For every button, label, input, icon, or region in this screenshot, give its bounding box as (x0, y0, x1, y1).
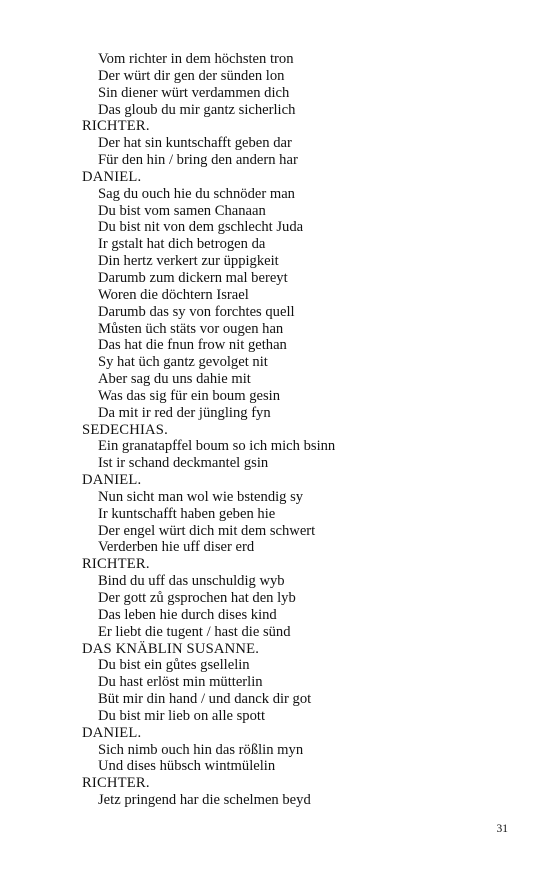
speaker-name: DANIEL. (82, 724, 142, 741)
page-number: 31 (496, 823, 508, 835)
speaker-name: RICHTER. (82, 118, 150, 135)
verse-line: Du bist nit von dem gschlecht Juda (98, 219, 304, 236)
verse-line: Ir gstalt hat dich betrogen da (98, 236, 266, 253)
verse-line: Das leben hie durch dises kind (98, 606, 277, 623)
speaker-name: DANIEL. (82, 472, 142, 489)
verse-line: Můsten üch stäts vor ougen han (98, 320, 284, 337)
verse-line: Aber sag du uns dahie mit (98, 371, 251, 388)
verse-line: Ist ir schand deckmantel gsin (98, 455, 269, 472)
play-text (82, 51, 522, 809)
verse-line: Du bist vom samen Chanaan (98, 202, 266, 219)
verse-line: Der hat sin kuntschafft geben dar (98, 135, 292, 152)
speaker-name: RICHTER. (82, 775, 150, 792)
verse-line: Ein granatapffel boum so ich mich bsinn (98, 438, 336, 455)
verse-line: Der gott zů gsprochen hat den lyb (98, 590, 296, 606)
verse-line: Und dises hübsch wintmülelin (98, 758, 276, 775)
verse-line: Sag du ouch hie du schnöder man (98, 185, 295, 202)
verse-line: Du bist mir lieb on alle spott (98, 707, 266, 724)
verse-line: Woren die döchtern Israel (98, 286, 249, 303)
verse-line: Ir kuntschafft haben geben hie (98, 505, 276, 522)
verse-line: Din hertz verkert zur üppigkeit (98, 253, 279, 270)
verse-line: Darumb zum dickern mal bereyt (98, 269, 288, 286)
verse-line: Du hast erlöst min mütterlin (98, 674, 263, 691)
speaker-name: DANIEL. (82, 168, 142, 185)
speaker-name: DAS KNÄBLIN SUSANNE. (82, 640, 260, 657)
verse-line: Darumb das sy von forchtes quell (98, 303, 295, 320)
verse-line: Büt mir din hand / und danck dir got (98, 691, 312, 708)
verse-line: Jetz pringend har die schelmen beyd (98, 792, 311, 809)
verse-line: Das hat die fnun frow nit gethan (98, 337, 287, 354)
verse-line: Nun sicht man wol wie bstendig sy (98, 488, 304, 505)
verse-line: Sy hat üch gantz gevolget nit (98, 354, 268, 371)
speaker-name: SEDECHIAS. (82, 421, 168, 438)
verse-line: Was das sig für ein boum gesin (98, 387, 281, 404)
verse-line: Sin diener würt verdammen dich (98, 84, 290, 101)
verse-line: Verderben hie uff diser erd (98, 539, 255, 556)
verse-line: Für den hin / bring den andern har (98, 152, 298, 169)
verse-line: Der engel würt dich mit dem schwert (98, 522, 316, 539)
verse-line: Vom richter in dem höchsten tron (98, 51, 294, 67)
verse-line: Das gloub du mir gantz sicherlich (98, 101, 296, 118)
verse-line: Bind du uff das unschuldig wyb (98, 573, 285, 590)
verse-line: Der würt dir gen der sünden lon (98, 67, 285, 84)
speaker-name: RICHTER. (82, 556, 150, 573)
verse-line: Du bist ein gůtes gsellelin (98, 657, 250, 674)
verse-line: Er liebt die tugent / hast die sünd (98, 623, 291, 640)
verse-line: Sich nimb ouch hin das rößlin myn (98, 741, 304, 758)
verse-line: Da mit ir red der jüngling fyn (98, 404, 271, 421)
